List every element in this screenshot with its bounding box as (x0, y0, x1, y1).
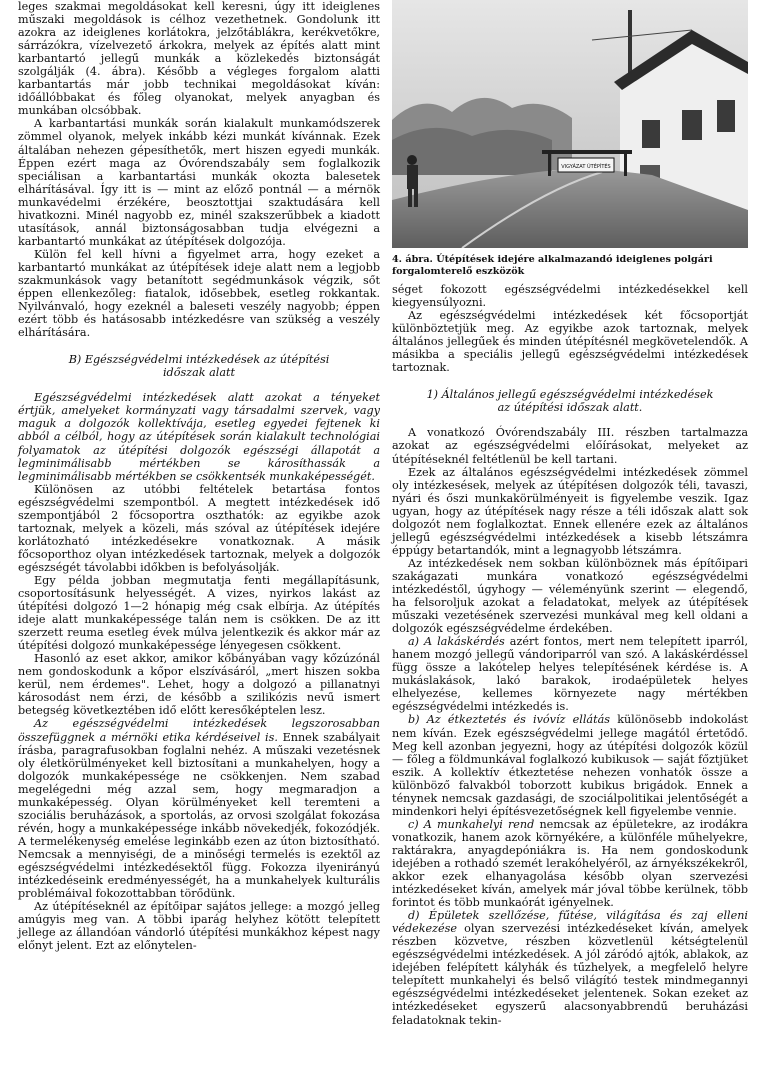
definition-paragraph: Egészségvédelmi intézkedések alatt azokat a tényeket értjük, amelyeket kormányzati vagy társadalmi szervek, vagy maguk a dolgozók kollektívája, esetleg egyedei fejtenek ki abból a célból, hogy az útépítések során kialakult technológiai folyamatok az útépítési dolgozók egészségi állapotát a legminimálisabb mértékben se károsíthassák a legminimálisabb mértékben se csökkentsék munkaképességét. (18, 391, 380, 483)
item-text: azért fontos, mert nem telepített iparról, hanem mozgó jellegű vándoriparról van szó. A lakáskérdéssel függ össze a lakótelep helyes telepítésének kérdése is. A mukáslakások, lakó barakok, irodaépületek helyes elhelyezése, kellemes környezete nagy mértékben egészségvédelmi intézkedés is. (392, 635, 748, 714)
paragraph: A karbantartási munkák során kialakult munkamódszerek zömmel olyanok, melyek inkább kézi munkát kívánnak. Ezek általában nehezen gépesíthetők, mert hiszen egyedi munkák. Éppen ezért maga az Óvórendszabály sem foglalkozik speciálisan a karbantartási munkák okozta balesetek elhárításával. Így itt is — mint az előző pontnál — a mérnök munkavédelmi érzékére, beosztottjai szaktudására kell hivatkozni. Minél nagyobb ez, minél szakszerűbbek a kiadott utasítások, annál biztonságosabban tudja elvégezni a karbantartó munkákat az útépítések dolgozója. (18, 117, 380, 248)
item-text: különösebb indokolást nem kíván. Ezek egészségvédelmi jellege magától értetődő. Meg kell azonban jegyezni, hogy az útépítési dolgozók közül — főleg a földmunkával foglalkozó kubikusok — saját főztjüket eszik. A kollektív étkeztetése nehezen vonhatók össze a különböző falvakból toborzott kubikus brigádok. Ennek a ténynek nemcsak gazdasági, de szociálpolitikai jelentőségét a mindenkori helyi építésvezetőségnek kell figyelembe vennie. (392, 713, 748, 818)
left-column (18, 0, 380, 952)
item-label: a) A lakáskérdés (408, 635, 505, 649)
ethics-lead: Az egészségvédelmi intézkedések legszorosabban összefüggnek a mérnöki etika kérdéseivel is. (18, 717, 380, 744)
warning-sign (558, 158, 614, 172)
section-heading-1 (392, 388, 748, 414)
caption-text: Útépítések idejére alkalmazandó ideiglenes polgári forgalomterelő eszközök (392, 254, 713, 277)
paragraph: Hasonló az eset akkor, amikor kőbányában vagy kőzúzónál nem gondoskodunk a kőpor elszívásáról, „mert hiszen sokba kerül, nem érdemes". Lehet, hogy a dolgozó a pillanatnyi károsodást nem érzi, de később a szilikózis nevű ismert betegség következtében idő előtt keresőképtelen lesz. (18, 652, 380, 718)
paragraph: Különösen az utóbbi feltételek betartása fontos egészségvédelmi szempontból. A megtett intézkedések idő szempontjából 2 főcsoportra oszthatók: az egyikbe azok tartoznak, melyek a közeli, más szóval az útépítések idejére korlátozható intézkedésekre vonatkoznak. A másik főcsoporthoz olyan intézkedések tartoznak, melyek a dolgozók egészségét távolabbi időkben is befolyásolják. (18, 482, 380, 574)
list-item-c (392, 818, 748, 909)
paragraph: Ezek az általános egészségvédelmi intézkedések zömmel oly intézkesések, melyek az útépítésen dolgozók téli, tavaszi, nyári és őszi munkakörülményeit is figyelembe veszik. Igaz ugyan, hogy az útépítések nagy része a téli időszak alatt sok dolgozót nem foglalkoztat. Ennek ellenére ezek az általános jellegű egészségvédelmi intézkedések a kisebb létszámra éppúgy betartandók, mint a legnagyobb létszámra. (392, 465, 748, 557)
ethics-rest: Ennek szabályait írásba, paragrafusokban foglalni nehéz. A műszaki vezetésnek oly életkörülményeket kell biztosítani a munkahelyen, hogy a dolgozók munkaképessége ne csökkenjen. Nem szabad megelégedni még azzal sem, hogy megmaradjon a munkaképesség. Olyan körülményeket kell teremteni a szociális beruházások, a sportolás, az orvosi szolgálat fokozása révén, hogy a munkaképessége inkább növekedjék, fokozódjék. A termelékenység emelése leginkább ezen az úton biztosítható. Nemcsak a mennyiségi, de a minőségi termelés is ezektől az egészségvédelmi intézkedésektől függ. Fokozza ilyenirányú intézkedéseink eredményességét, ha a munkahelyek kulturális problémáival fokozottabban törődünk. (18, 730, 380, 901)
paragraph: Az intézkedések nem sokban különböznek más építőipari szakágazati munkára vonatkozó egészségvédelmi intézkedéstől, úgyhogy — véleményünk szerint — elegendő, ha felsoroljuk azokat a feladatokat, melyek az útépítések műszaki vezetésének szervezési munkával meg kell oldani a dolgozók egészségvédelme érdekében. (392, 556, 748, 636)
item-label: c) A munkahelyi rend (408, 817, 535, 831)
item-text: olyan szervezési intézkedéseket kíván, amelyek részben közvetve, részben közvetlenül kétségtelenül egészségvédelmi intézkedések. A jól záródó ajtók, ablakok, az idejében felépített kályhák és tűzhelyek, a megfelelő helyre telepített munkahelyi és belső világító testek mindmegannyi egészségvédelmi intézkedéseket jelentenek. Sokan ezeket az intézkedéseket egyszerű alacsonyabbrendű beruházási feladatoknak tekin- (392, 922, 748, 1027)
list-item-a (392, 635, 748, 713)
paragraph (18, 717, 380, 900)
heading-line: 1) Általános jellegű egészségvédelmi intézkedések (426, 388, 714, 402)
item-label: d) Épületek szellőzése, fűtése, világítása és zaj elleni védekezése (392, 909, 748, 936)
figure-photo (392, 0, 748, 248)
heading-line: időszak alatt (162, 366, 236, 380)
paragraph: séget fokozott egészségvédelmi intézkedésekkel kell kiegyensúlyozni. (392, 283, 748, 310)
road-construction-photo (392, 0, 748, 248)
item-label: b) Az étkeztetés és ivóvíz ellátás (408, 713, 610, 727)
paragraph: Az útépítéseknél az építőipar sajátos jellege: a mozgó jelleg amúgyis meg van. A többi iparág helyhez kötött telepített jellege az állandóan vándorló útépítési munkákhoz képest nagy előnyt jelent. Ezt az előnytelen- (18, 900, 380, 953)
heading-line: B) Egészségvédelmi intézkedések az útépítési (68, 353, 330, 367)
list-item-b (392, 713, 748, 817)
section-heading-b (18, 353, 380, 379)
right-column (392, 0, 748, 1027)
item-text: nemcsak az épületekre, az irodákra vonatkozik, hanem azok környékére, a különféle műhelyekre, raktárakra, anyagdepóniákra is. Ha nem gondoskodunk idejében a rothadó szemét lerakóhelyéről, az árnyékszékekről, akkor ezek elhanyagolása később olyan szervezési intézkedéseket kíván, amelyek már jóval többe kerülnek, több forintot és több munkaórát igényelnek. (392, 817, 749, 910)
caption-number: 4. ábra. (392, 254, 433, 265)
paragraph: leges szakmai megoldásokat kell keresni, úgy itt ideiglenes műszaki megoldások is célhoz vezethetnek. Gondolunk itt azokra az ideiglenes korlátokra, jelzőtáblákra, kerékvetőkre, sárrázókra, vízelvezető árkokra, melyek az építés alatt mint karbantartó jellegű munkák a közlekedés biztonságát szolgálják (4. ábra). Később a végleges forgalom alatti karbantartás már jobb technikai megoldásokat kíván: időállóbbakat és főleg olyanokat, melyek anyagban és munkában olcsóbbak. (18, 0, 380, 118)
figure-caption (392, 254, 748, 277)
paragraph: Az egészségvédelmi intézkedések két főcsoportját különböztetjük meg. Az egyikbe azok tartoznak, melyek általános jellegűek és minden útépítésnél megkövetelendők. A másikba a speciális jellegű egészségvédelmi intézkedések tartoznak. (392, 309, 748, 375)
paragraph: A vonatkozó Óvórendszabály III. részben tartalmazza azokat az egészségvédelmi előírásokat, melyeket az útépítéseknél feltétlenül be kell tartani. (392, 426, 748, 466)
sign-text: VIGYÁZAT ÚTÉPÍTÉS (561, 164, 611, 170)
paragraph: Egy példa jobban megmutatja fenti megállapításunk, csoportosításunk helyességét. A vizes, nyirkos lakást az útépítési dolgozó 1—2 hónapig még csak elbírja. Az útépítés ideje alatt munkaképessége talán nem is csökken. De az itt szerzett reuma esetleg évek múlva jelentkezik és akkor már az útépítési dolgozó munkaképessége lényegesen csökkent. (18, 573, 380, 653)
heading-line: az útépítési időszak alatt. (497, 401, 643, 415)
list-item-d (392, 909, 748, 1026)
paragraph: Külön fel kell hívni a figyelmet arra, hogy ezeket a karbantartó munkákat az útépítések ideje alatt nem a legjobb szakmunkások vagy betanított segédmunkások végzik, sőt éppen ellenkezőleg: fiatalok, idősebbek, esetleg rokkantak. Nyilvánvaló, hogy ezeknél a baleseti veszély nagyobb; éppen ezért több és hatásosabb intézkedésre van szükség a veszély elhárítására. (18, 247, 380, 340)
